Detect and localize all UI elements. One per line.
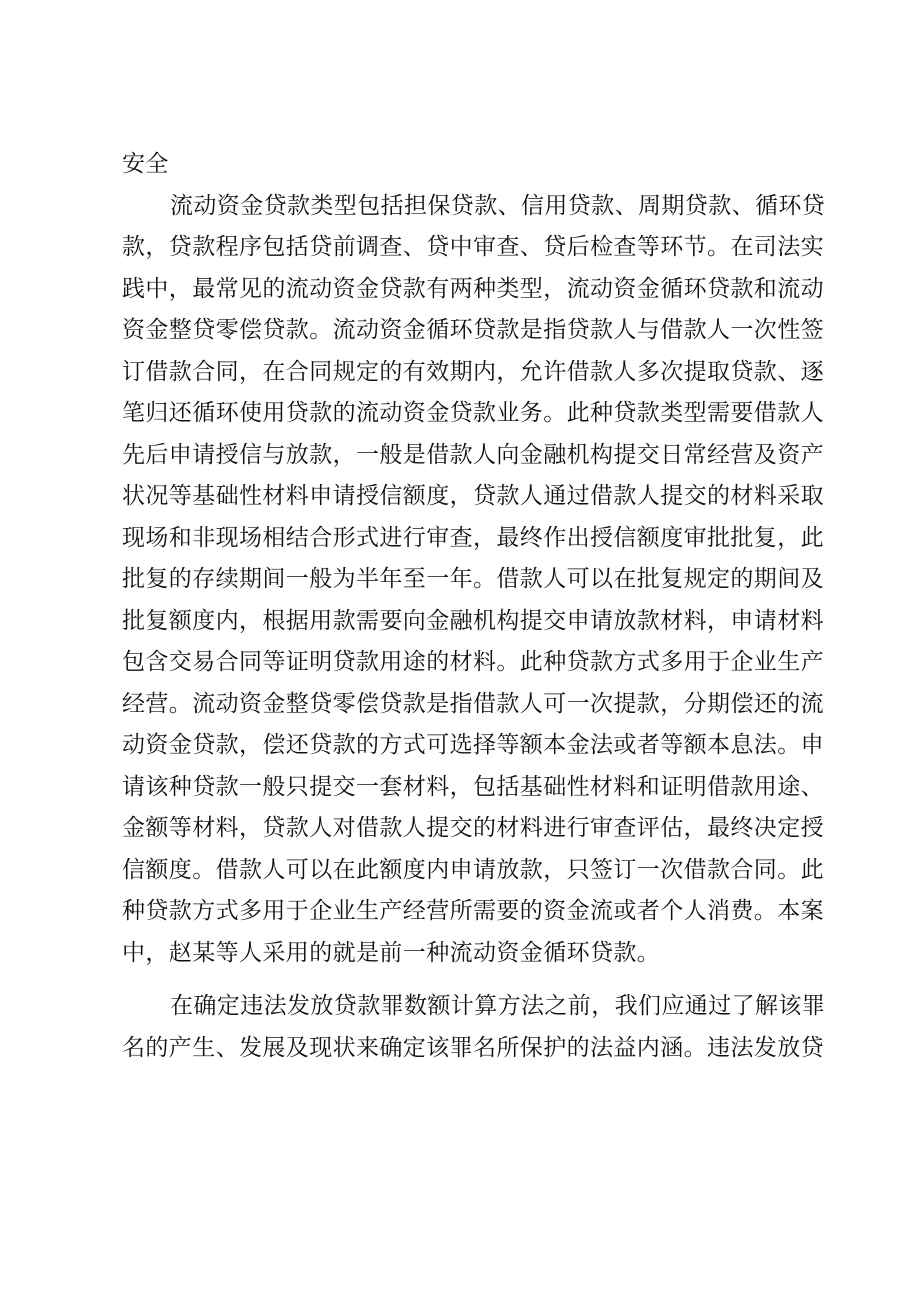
text-line: 款，贷款程序包括贷前调查、贷中审查、贷后检查等环节。在司法实 [122, 234, 824, 260]
paragraph-2 [122, 986, 826, 1069]
text-line: 践中，最常见的流动资金贷款有两种类型，流动资金循环贷款和流动 [122, 275, 824, 302]
text-line: 名的产生、发展及现状来确定该罪名所保护的法益内涵。违法发放贷 [122, 1034, 824, 1061]
text-line: 订借款合同，在合同规定的有效期内，允许借款人多次提取贷款、逐 [122, 358, 824, 385]
text-line: 状况等基础性材料申请授信额度，贷款人通过借款人提交的材料采取 [122, 483, 824, 509]
text-line: 先后申请授信与放款，一般是借款人向金融机构提交日常经营及资产 [122, 441, 824, 468]
text-line: 请该种贷款一般只提交一套材料，包括基础性材料和证明借款用途、 [122, 773, 824, 800]
text-line: 安全 [122, 151, 169, 177]
text-line: 中，赵某等人采用的就是前一种流动资金循环贷款。 [122, 939, 661, 966]
text-line: 经营。流动资金整贷零偿贷款是指借款人可一次提款，分期偿还的流 [122, 690, 824, 717]
text-line: 动资金贷款，偿还贷款的方式可选择等额本金法或者等额本息法。申 [122, 732, 824, 758]
text-line: 流动资金贷款类型包括担保贷款、信用贷款、周期贷款、循环贷 [170, 192, 826, 219]
text-line: 批复额度内，根据用款需要向金融机构提交申请放款材料，申请材料 [122, 607, 824, 634]
text-line: 在确定违法发放贷款罪数额计算方法之前，我们应通过了解该罪 [170, 993, 826, 1019]
text-line: 现场和非现场相结合形式进行审查，最终作出授信额度审批批复，此 [122, 524, 824, 551]
text-line: 信额度。借款人可以在此额度内申请放款，只签订一次借款合同。此 [122, 856, 824, 883]
text-line: 金额等材料，贷款人对借款人提交的材料进行审查评估，最终决定授 [122, 815, 824, 841]
text-line: 包含交易合同等证明贷款用途的材料。此种贷款方式多用于企业生产 [122, 649, 824, 675]
paragraph-1 [122, 186, 826, 975]
text-line: 笔归还循环使用贷款的流动资金贷款业务。此种贷款类型需要借款人 [122, 400, 824, 426]
text-line: 资金整贷零偿贷款。流动资金循环贷款是指贷款人与借款人一次性签 [122, 317, 824, 343]
text-line: 种贷款方式多用于企业生产经营所需要的资金流或者个人消费。本案 [122, 898, 824, 924]
text-line: 批复的存续期间一般为半年至一年。借款人可以在批复规定的期间及 [122, 566, 824, 592]
body-text [122, 144, 826, 1069]
paragraph-gap [122, 974, 812, 986]
